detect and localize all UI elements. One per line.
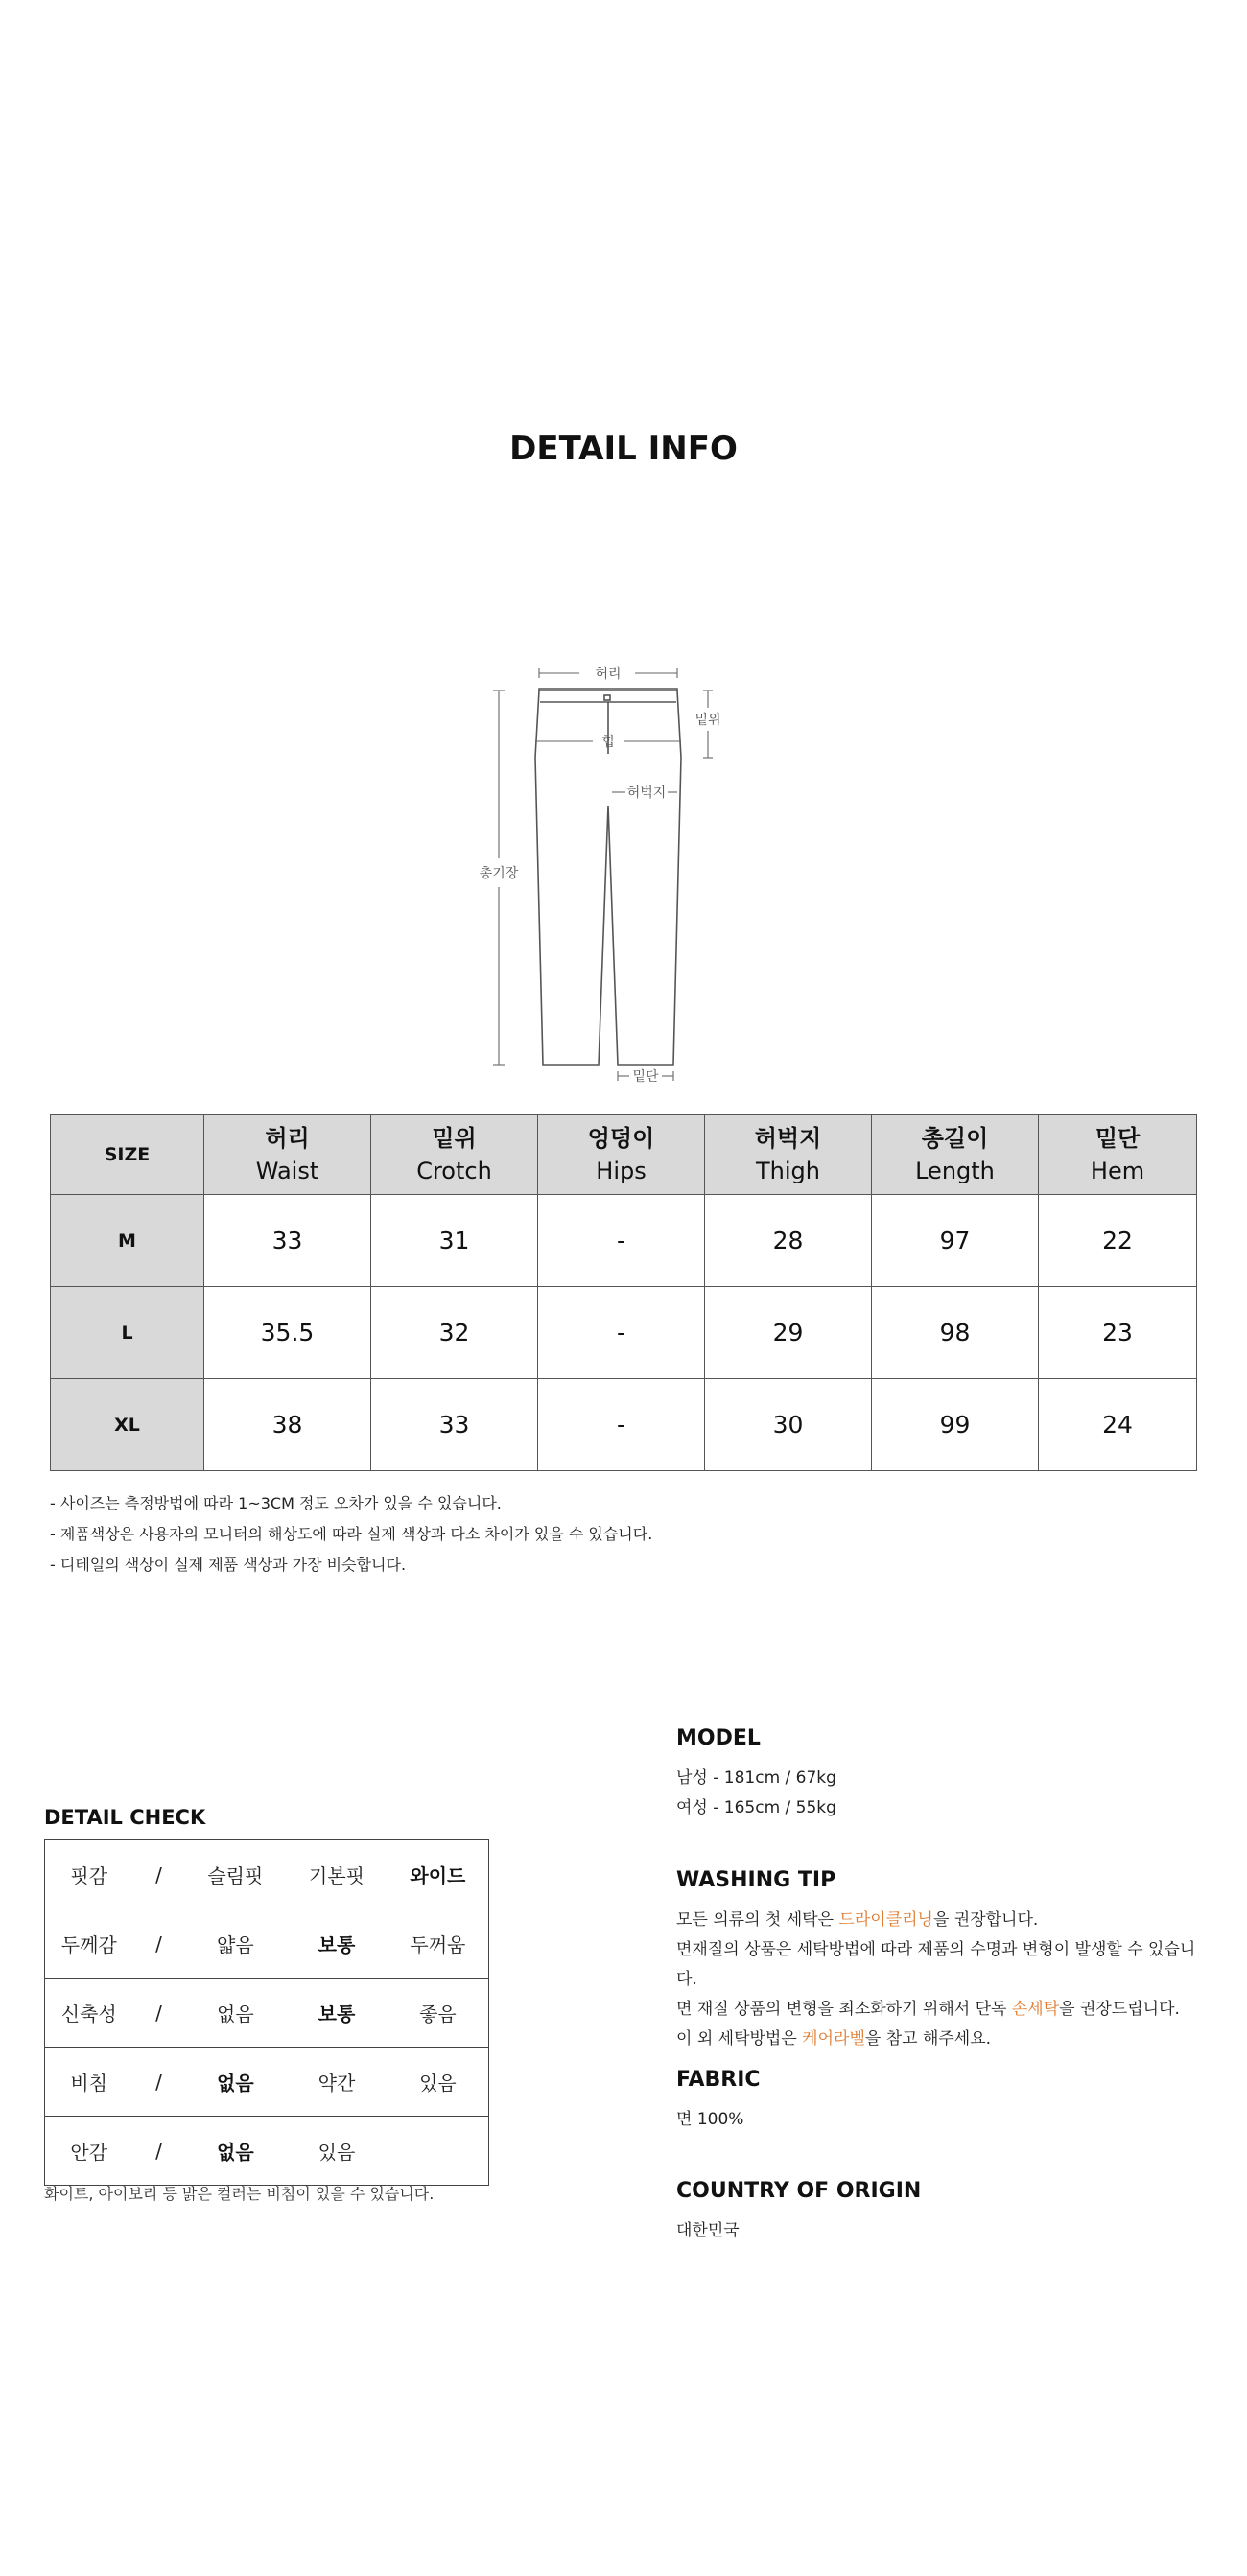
detail-check-separator: / [133, 2117, 185, 2186]
washing-line-2: 면재질의 상품은 세탁방법에 따라 제품의 수명과 변형이 발생할 수 있습니다. [676, 1940, 1196, 1989]
table-cell: 35.5 [204, 1287, 371, 1379]
detail-check-row [45, 1909, 489, 1979]
table-cell: - [538, 1195, 705, 1287]
column-header-en: Waist [255, 1158, 319, 1184]
detail-check-label: 안감 [45, 2117, 133, 2186]
detail-check-option: 보통 [286, 1909, 388, 1979]
size-row-label: M [51, 1195, 204, 1287]
table-cell: 99 [872, 1379, 1039, 1471]
detail-check-label: 핏감 [45, 1840, 133, 1909]
column-header [371, 1115, 538, 1195]
fabric-title: FABRIC [676, 2068, 761, 2092]
table-cell: 23 [1039, 1287, 1197, 1379]
diagram-label-hem: 밑단 [632, 1069, 659, 1085]
column-header-kr: 허리 [265, 1125, 310, 1152]
highlight-dry-cleaning: 드라이클리닝 [838, 1910, 933, 1930]
detail-check-separator: / [133, 1979, 185, 2048]
washing-section [676, 1868, 1213, 2054]
table-cell: 29 [705, 1287, 872, 1379]
detail-check-table [44, 1839, 489, 2186]
diagram-label-rise: 밑위 [694, 713, 721, 728]
column-header-kr: 밑단 [1094, 1125, 1141, 1152]
detail-check-label: 신축성 [45, 1979, 133, 2048]
table-row [51, 1287, 1197, 1379]
model-male: 남성 - 181cm / 67kg [676, 1768, 836, 1788]
detail-check-separator: / [133, 2048, 185, 2117]
table-cell: 32 [371, 1287, 538, 1379]
detail-check-option: 기본핏 [286, 1840, 388, 1909]
detail-check-option: 없음 [185, 2048, 287, 2117]
column-header-en: Length [915, 1158, 995, 1184]
column-header [538, 1115, 705, 1195]
column-header-kr: 총길이 [921, 1125, 989, 1152]
detail-check-title: DETAIL CHECK [44, 1806, 206, 1829]
table-cell: 24 [1039, 1379, 1197, 1471]
highlight-care-label: 케어라벨 [802, 2029, 865, 2049]
column-header-kr: 밑위 [432, 1125, 477, 1152]
detail-check-option: 약간 [286, 2048, 388, 2117]
detail-check-option: 있음 [286, 2117, 388, 2186]
table-cell: 30 [705, 1379, 872, 1471]
size-row-label: XL [51, 1379, 204, 1471]
table-cell: 28 [705, 1195, 872, 1287]
column-header-en: Hem [1090, 1158, 1145, 1184]
washing-title: WASHING TIP [676, 1868, 836, 1892]
column-header-en: Crotch [416, 1158, 492, 1184]
size-row-label: L [51, 1287, 204, 1379]
table-cell: 33 [204, 1195, 371, 1287]
column-header [204, 1115, 371, 1195]
column-header-en: Hips [596, 1158, 647, 1184]
detail-check-option [388, 2117, 489, 2186]
model-title: MODEL [676, 1726, 761, 1750]
column-header [1039, 1115, 1197, 1195]
detail-check-option: 와이드 [388, 1840, 489, 1909]
note-line: - 사이즈는 측정방법에 따라 1~3CM 정도 오차가 있을 수 있습니다. [50, 1494, 502, 1512]
diagram-label-thigh: 허벅지 [626, 785, 667, 801]
size-table-header [51, 1115, 1197, 1195]
detail-check-separator: / [133, 1909, 185, 1979]
model-section [676, 1726, 1213, 1823]
table-cell: 97 [872, 1195, 1039, 1287]
column-header [705, 1115, 872, 1195]
column-header-kr: 허벅지 [754, 1125, 822, 1152]
table-cell: 22 [1039, 1195, 1197, 1287]
detail-check-row [45, 1840, 489, 1909]
detail-check-row [45, 1979, 489, 2048]
note-line: - 디테일의 색상이 실제 제품 색상과 가장 비슷합니다. [50, 1556, 407, 1574]
column-header [872, 1115, 1039, 1195]
size-column-header: SIZE [51, 1115, 204, 1195]
detail-check-option: 슬림핏 [185, 1840, 287, 1909]
washing-line-1: 모든 의류의 첫 세탁은 드라이클리닝을 권장합니다. [676, 1910, 1039, 1930]
detail-check-separator: / [133, 1840, 185, 1909]
table-cell: - [538, 1287, 705, 1379]
pants-illustration [470, 662, 758, 1103]
table-cell: 31 [371, 1195, 538, 1287]
fabric-value: 면 100% [676, 2110, 744, 2129]
table-cell: 98 [872, 1287, 1039, 1379]
column-header-kr: 엉덩이 [587, 1125, 655, 1152]
detail-check-option: 없음 [185, 2117, 287, 2186]
fabric-section [676, 2068, 1213, 2135]
table-cell: - [538, 1379, 705, 1471]
table-cell: 38 [204, 1379, 371, 1471]
highlight-hand-wash: 손세탁 [1011, 2000, 1060, 2019]
table-row [51, 1195, 1197, 1287]
model-female: 여성 - 165cm / 55kg [676, 1798, 836, 1817]
diagram-label-hip: 힙 [601, 735, 615, 750]
detail-check-option: 좋음 [388, 1979, 489, 2048]
pants-diagram [470, 662, 758, 1103]
diagram-label-waist: 허리 [595, 667, 622, 682]
column-header-en: Thigh [756, 1158, 820, 1184]
detail-check-note: 화이트, 아이보리 등 밝은 컬러는 비침이 있을 수 있습니다. [44, 2185, 435, 2203]
detail-check-row [45, 2048, 489, 2117]
diagram-label-length: 총기장 [479, 866, 519, 881]
size-notes [50, 1488, 652, 1581]
detail-check-label: 두께감 [45, 1909, 133, 1979]
detail-check-option: 두꺼움 [388, 1909, 489, 1979]
size-table [50, 1114, 1197, 1471]
washing-line-3: 면 재질 상품의 변형을 최소화하기 위해서 단독 손세탁을 권장드립니다. [676, 2000, 1180, 2019]
washing-line-4: 이 외 세탁방법은 케어라벨을 참고 해주세요. [676, 2029, 992, 2049]
table-row [51, 1379, 1197, 1471]
detail-check-option: 얇음 [185, 1909, 287, 1979]
detail-check-option: 있음 [388, 2048, 489, 2117]
origin-title: COUNTRY OF ORIGIN [676, 2179, 922, 2203]
note-line: - 제품색상은 사용자의 모니터의 해상도에 따라 실제 색상과 다소 차이가 있을 수 있습니다. [50, 1525, 653, 1543]
detail-check-label: 비침 [45, 2048, 133, 2117]
detail-check-row [45, 2117, 489, 2186]
origin-value: 대한민국 [676, 2221, 740, 2240]
table-cell: 33 [371, 1379, 538, 1471]
page-title: DETAIL INFO [509, 430, 738, 468]
origin-section [676, 2179, 1213, 2246]
detail-check-option: 보통 [286, 1979, 388, 2048]
detail-check-option: 없음 [185, 1979, 287, 2048]
